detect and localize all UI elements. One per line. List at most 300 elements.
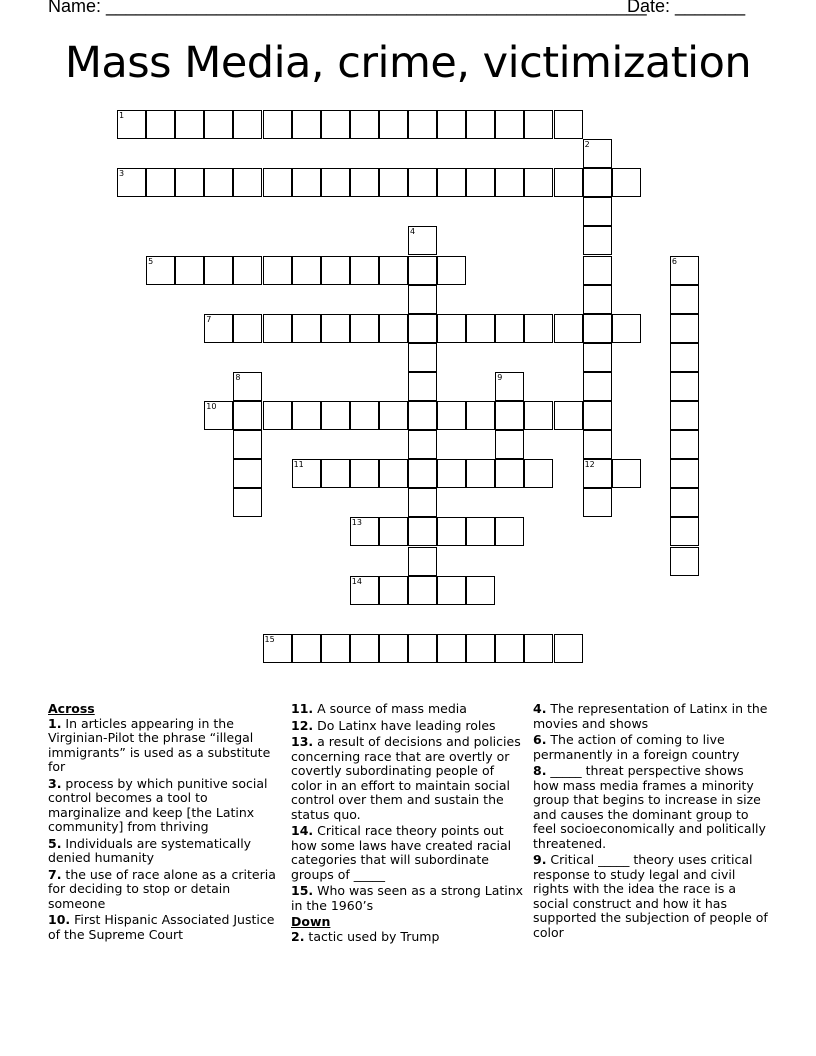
grid-cell-input[interactable] bbox=[380, 402, 407, 429]
grid-cell-input[interactable] bbox=[584, 315, 611, 342]
grid-cell-input[interactable] bbox=[409, 373, 436, 400]
grid-cell-input[interactable] bbox=[613, 315, 640, 342]
grid-cell[interactable] bbox=[350, 314, 379, 343]
grid-cell-input[interactable] bbox=[671, 431, 698, 458]
grid-cell[interactable] bbox=[233, 488, 262, 517]
grid-cell[interactable] bbox=[321, 314, 350, 343]
grid-cell-input[interactable] bbox=[671, 489, 698, 516]
grid-cell[interactable] bbox=[437, 314, 466, 343]
grid-cell[interactable] bbox=[583, 488, 612, 517]
clue-item-number: 15. bbox=[291, 883, 314, 898]
grid-cell-input[interactable] bbox=[438, 169, 465, 196]
grid-cell[interactable] bbox=[437, 517, 466, 546]
grid-cell-input[interactable] bbox=[234, 373, 261, 400]
grid-cell-input[interactable] bbox=[496, 402, 523, 429]
grid-cell-input[interactable] bbox=[584, 140, 611, 167]
grid-cell-input[interactable] bbox=[584, 169, 611, 196]
grid-cell-input[interactable] bbox=[467, 518, 494, 545]
grid-cell[interactable] bbox=[583, 197, 612, 226]
grid-cell[interactable] bbox=[350, 256, 379, 285]
grid-cell-input[interactable] bbox=[409, 635, 436, 662]
grid-cell-input[interactable] bbox=[176, 111, 203, 138]
grid-cell-input[interactable] bbox=[322, 460, 349, 487]
grid-cell[interactable] bbox=[408, 488, 437, 517]
grid-cell[interactable] bbox=[670, 547, 699, 576]
clue-item bbox=[533, 702, 768, 731]
grid-cell[interactable] bbox=[233, 372, 262, 401]
grid-cell[interactable] bbox=[583, 168, 612, 197]
grid-cell-input[interactable] bbox=[467, 402, 494, 429]
grid-cell[interactable] bbox=[524, 110, 553, 139]
grid-cell-input[interactable] bbox=[322, 111, 349, 138]
grid-cell-input[interactable] bbox=[380, 257, 407, 284]
grid-cell-input[interactable] bbox=[293, 169, 320, 196]
grid-cell-input[interactable] bbox=[438, 518, 465, 545]
grid-cell-input[interactable] bbox=[234, 257, 261, 284]
grid-cell[interactable] bbox=[292, 401, 321, 430]
grid-cell-input[interactable] bbox=[409, 431, 436, 458]
grid-cell[interactable] bbox=[379, 168, 408, 197]
grid-cell-input[interactable] bbox=[293, 402, 320, 429]
grid-cell-input[interactable] bbox=[525, 635, 552, 662]
grid-cell[interactable] bbox=[583, 139, 612, 168]
grid-cell-input[interactable] bbox=[525, 402, 552, 429]
grid-cell-input[interactable] bbox=[147, 169, 174, 196]
grid-cell[interactable] bbox=[583, 256, 612, 285]
grid-cell[interactable] bbox=[263, 314, 292, 343]
grid-cell[interactable] bbox=[670, 430, 699, 459]
grid-cell[interactable] bbox=[437, 401, 466, 430]
grid-cell[interactable] bbox=[495, 430, 524, 459]
grid-cell[interactable] bbox=[583, 401, 612, 430]
grid-cell-input[interactable] bbox=[438, 577, 465, 604]
grid-cell-input[interactable] bbox=[496, 518, 523, 545]
grid-cell[interactable] bbox=[292, 634, 321, 663]
grid-cell[interactable] bbox=[437, 110, 466, 139]
grid-cell-input[interactable] bbox=[496, 373, 523, 400]
grid-cell[interactable] bbox=[583, 314, 612, 343]
grid-cell[interactable] bbox=[292, 314, 321, 343]
grid-cell-input[interactable] bbox=[438, 111, 465, 138]
grid-cell-input[interactable] bbox=[555, 169, 582, 196]
grid-cell[interactable] bbox=[524, 459, 553, 488]
grid-cell[interactable] bbox=[175, 168, 204, 197]
grid-cell-input[interactable] bbox=[351, 460, 378, 487]
grid-cell[interactable] bbox=[379, 110, 408, 139]
grid-cell-input[interactable] bbox=[467, 577, 494, 604]
grid-cell[interactable] bbox=[437, 256, 466, 285]
grid-cell[interactable] bbox=[670, 343, 699, 372]
grid-cell-input[interactable] bbox=[467, 169, 494, 196]
grid-cell[interactable] bbox=[670, 314, 699, 343]
grid-cell[interactable] bbox=[408, 430, 437, 459]
grid-cell-input[interactable] bbox=[671, 373, 698, 400]
grid-cell[interactable] bbox=[554, 401, 583, 430]
grid-cell[interactable] bbox=[263, 110, 292, 139]
grid-cell-input[interactable] bbox=[584, 257, 611, 284]
grid-cell-input[interactable] bbox=[613, 169, 640, 196]
grid-cell-input[interactable] bbox=[409, 548, 436, 575]
grid-cell-input[interactable] bbox=[351, 577, 378, 604]
grid-cell[interactable] bbox=[379, 256, 408, 285]
grid-cell[interactable] bbox=[495, 168, 524, 197]
grid-cell[interactable] bbox=[466, 459, 495, 488]
grid-cell[interactable] bbox=[554, 110, 583, 139]
grid-cell[interactable] bbox=[408, 634, 437, 663]
grid-cell-input[interactable] bbox=[322, 315, 349, 342]
grid-cell-input[interactable] bbox=[671, 460, 698, 487]
grid-cell[interactable] bbox=[408, 459, 437, 488]
grid-cell[interactable] bbox=[583, 372, 612, 401]
grid-cell[interactable] bbox=[350, 168, 379, 197]
grid-cell[interactable] bbox=[204, 168, 233, 197]
grid-cell-input[interactable] bbox=[264, 111, 291, 138]
clue-item bbox=[291, 702, 526, 717]
grid-cell[interactable] bbox=[554, 168, 583, 197]
grid-cell[interactable] bbox=[495, 314, 524, 343]
grid-cell[interactable] bbox=[350, 517, 379, 546]
grid-cell-input[interactable] bbox=[322, 635, 349, 662]
clue-item-text: In articles appearing in the Virginian-Pilot the phrase “illegal immigrants” is used as a substitute for bbox=[48, 715, 271, 774]
clues-column-2 bbox=[291, 702, 526, 946]
grid-cell[interactable] bbox=[233, 430, 262, 459]
grid-cell-input[interactable] bbox=[409, 518, 436, 545]
grid-cell-input[interactable] bbox=[496, 431, 523, 458]
grid-cell[interactable] bbox=[437, 576, 466, 605]
clue-item bbox=[48, 868, 283, 912]
grid-cell-input[interactable] bbox=[467, 460, 494, 487]
grid-cell-input[interactable] bbox=[234, 431, 261, 458]
grid-cell[interactable] bbox=[117, 110, 146, 139]
grid-cell-input[interactable] bbox=[380, 518, 407, 545]
grid-cell-input[interactable] bbox=[118, 111, 145, 138]
grid-cell-input[interactable] bbox=[409, 257, 436, 284]
clue-number: 13 bbox=[351, 518, 362, 528]
grid-cell[interactable] bbox=[321, 459, 350, 488]
grid-cell-input[interactable] bbox=[409, 460, 436, 487]
grid-cell[interactable] bbox=[408, 372, 437, 401]
grid-cell[interactable] bbox=[321, 168, 350, 197]
grid-cell-input[interactable] bbox=[409, 227, 436, 254]
grid-cell-input[interactable] bbox=[293, 635, 320, 662]
grid-cell[interactable] bbox=[466, 314, 495, 343]
grid-cell-input[interactable] bbox=[380, 635, 407, 662]
clue-item bbox=[291, 884, 526, 913]
grid-cell[interactable] bbox=[466, 576, 495, 605]
clue-item-number: 12. bbox=[291, 717, 314, 733]
grid-cell-input[interactable] bbox=[584, 344, 611, 371]
grid-cell[interactable] bbox=[466, 401, 495, 430]
grid-cell-input[interactable] bbox=[205, 111, 232, 138]
grid-cell-input[interactable] bbox=[322, 402, 349, 429]
grid-cell[interactable] bbox=[379, 576, 408, 605]
grid-cell-input[interactable] bbox=[234, 169, 261, 196]
grid-cell-input[interactable] bbox=[234, 460, 261, 487]
grid-cell[interactable] bbox=[321, 634, 350, 663]
grid-cell-input[interactable] bbox=[205, 169, 232, 196]
grid-cell-input[interactable] bbox=[555, 111, 582, 138]
grid-cell[interactable] bbox=[408, 401, 437, 430]
grid-cell-input[interactable] bbox=[205, 315, 232, 342]
grid-cell-input[interactable] bbox=[264, 635, 291, 662]
grid-cell-input[interactable] bbox=[671, 286, 698, 313]
grid-cell[interactable] bbox=[670, 459, 699, 488]
grid-cell-input[interactable] bbox=[671, 402, 698, 429]
grid-cell[interactable] bbox=[350, 401, 379, 430]
grid-cell-input[interactable] bbox=[525, 111, 552, 138]
grid-cell[interactable] bbox=[233, 459, 262, 488]
grid-cell-input[interactable] bbox=[467, 315, 494, 342]
grid-cell[interactable] bbox=[466, 168, 495, 197]
grid-cell[interactable] bbox=[292, 459, 321, 488]
grid-cell[interactable] bbox=[554, 314, 583, 343]
grid-cell-input[interactable] bbox=[322, 257, 349, 284]
grid-cell[interactable] bbox=[292, 168, 321, 197]
grid-cell[interactable] bbox=[466, 634, 495, 663]
grid-cell-input[interactable] bbox=[584, 373, 611, 400]
grid-cell[interactable] bbox=[670, 372, 699, 401]
grid-cell-input[interactable] bbox=[409, 344, 436, 371]
grid-cell-input[interactable] bbox=[351, 169, 378, 196]
grid-cell[interactable] bbox=[233, 256, 262, 285]
grid-cell[interactable] bbox=[670, 488, 699, 517]
grid-cell-input[interactable] bbox=[147, 257, 174, 284]
grid-cell[interactable] bbox=[350, 634, 379, 663]
grid-cell[interactable] bbox=[233, 110, 262, 139]
grid-cell-input[interactable] bbox=[525, 169, 552, 196]
grid-cell[interactable] bbox=[670, 401, 699, 430]
grid-cell[interactable] bbox=[292, 110, 321, 139]
grid-cell[interactable] bbox=[117, 168, 146, 197]
grid-cell-input[interactable] bbox=[671, 315, 698, 342]
grid-cell[interactable] bbox=[437, 459, 466, 488]
grid-cell-input[interactable] bbox=[409, 286, 436, 313]
grid-cell-input[interactable] bbox=[351, 257, 378, 284]
grid-cell-input[interactable] bbox=[351, 402, 378, 429]
grid-cell-input[interactable] bbox=[525, 315, 552, 342]
grid-cell-input[interactable] bbox=[438, 315, 465, 342]
grid-cell-input[interactable] bbox=[380, 111, 407, 138]
grid-cell[interactable] bbox=[408, 547, 437, 576]
grid-cell-input[interactable] bbox=[351, 315, 378, 342]
grid-cell[interactable] bbox=[321, 256, 350, 285]
grid-cell-input[interactable] bbox=[176, 169, 203, 196]
clue-item bbox=[291, 719, 526, 734]
grid-cell-input[interactable] bbox=[264, 169, 291, 196]
grid-cell[interactable] bbox=[670, 285, 699, 314]
grid-cell[interactable] bbox=[612, 459, 641, 488]
grid-cell-input[interactable] bbox=[205, 402, 232, 429]
grid-cell-input[interactable] bbox=[671, 518, 698, 545]
grid-cell-input[interactable] bbox=[118, 169, 145, 196]
grid-cell[interactable] bbox=[233, 401, 262, 430]
grid-cell-input[interactable] bbox=[584, 431, 611, 458]
grid-cell[interactable] bbox=[408, 343, 437, 372]
grid-cell[interactable] bbox=[204, 314, 233, 343]
grid-cell-input[interactable] bbox=[525, 460, 552, 487]
grid-cell-input[interactable] bbox=[438, 460, 465, 487]
grid-cell[interactable] bbox=[146, 168, 175, 197]
grid-cell[interactable] bbox=[524, 401, 553, 430]
grid-cell[interactable] bbox=[466, 517, 495, 546]
grid-cell-input[interactable] bbox=[293, 460, 320, 487]
grid-cell[interactable] bbox=[524, 314, 553, 343]
grid-cell-input[interactable] bbox=[409, 315, 436, 342]
grid-cell[interactable] bbox=[612, 168, 641, 197]
grid-cell[interactable] bbox=[583, 430, 612, 459]
clue-item-text: _____ threat perspective shows how mass media frames a minority group that begins to increase in size and causes the dominant group to feel socioeconomically and politically threatened. bbox=[533, 763, 766, 851]
grid-cell[interactable] bbox=[524, 634, 553, 663]
grid-cell[interactable] bbox=[233, 168, 262, 197]
grid-cell-input[interactable] bbox=[555, 402, 582, 429]
grid-cell-input[interactable] bbox=[264, 402, 291, 429]
grid-cell-input[interactable] bbox=[234, 111, 261, 138]
grid-cell[interactable] bbox=[175, 110, 204, 139]
grid-cell[interactable] bbox=[408, 314, 437, 343]
grid-cell[interactable] bbox=[379, 517, 408, 546]
grid-cell-input[interactable] bbox=[555, 635, 582, 662]
grid-cell[interactable] bbox=[263, 634, 292, 663]
grid-cell-input[interactable] bbox=[438, 635, 465, 662]
clue-item-text: Individuals are systematically denied humanity bbox=[48, 835, 252, 865]
grid-cell-input[interactable] bbox=[293, 257, 320, 284]
grid-cell-input[interactable] bbox=[234, 402, 261, 429]
grid-cell-input[interactable] bbox=[584, 460, 611, 487]
grid-cell[interactable] bbox=[670, 256, 699, 285]
grid-cell-input[interactable] bbox=[409, 577, 436, 604]
grid-cell-input[interactable] bbox=[555, 315, 582, 342]
clue-item-number: 13. bbox=[291, 734, 314, 749]
grid-cell-input[interactable] bbox=[496, 315, 523, 342]
grid-cell-input[interactable] bbox=[671, 257, 698, 284]
grid-cell[interactable] bbox=[495, 372, 524, 401]
grid-cell-input[interactable] bbox=[293, 315, 320, 342]
grid-cell-input[interactable] bbox=[438, 402, 465, 429]
grid-cell-input[interactable] bbox=[496, 111, 523, 138]
clue-item-number: 6. bbox=[533, 732, 547, 747]
grid-cell[interactable] bbox=[350, 576, 379, 605]
grid-cell[interactable] bbox=[583, 285, 612, 314]
grid-cell[interactable] bbox=[204, 401, 233, 430]
grid-cell[interactable] bbox=[321, 110, 350, 139]
grid-cell[interactable] bbox=[321, 401, 350, 430]
grid-cell-input[interactable] bbox=[380, 315, 407, 342]
grid-cell-input[interactable] bbox=[351, 518, 378, 545]
grid-cell[interactable] bbox=[350, 110, 379, 139]
grid-cell-input[interactable] bbox=[380, 169, 407, 196]
grid-cell[interactable] bbox=[495, 110, 524, 139]
grid-cell-input[interactable] bbox=[584, 286, 611, 313]
grid-cell[interactable] bbox=[263, 256, 292, 285]
grid-cell-input[interactable] bbox=[496, 460, 523, 487]
grid-cell-input[interactable] bbox=[584, 227, 611, 254]
grid-cell[interactable] bbox=[670, 517, 699, 546]
grid-cell-input[interactable] bbox=[409, 402, 436, 429]
clue-item-text: Critical race theory points out how some laws have created racial categories that will subordinate groups of _____ bbox=[291, 823, 512, 882]
grid-cell[interactable] bbox=[495, 634, 524, 663]
grid-cell[interactable] bbox=[292, 256, 321, 285]
grid-cell-input[interactable] bbox=[147, 111, 174, 138]
grid-cell-input[interactable] bbox=[671, 548, 698, 575]
grid-cell-input[interactable] bbox=[293, 111, 320, 138]
grid-cell[interactable] bbox=[379, 459, 408, 488]
grid-cell-input[interactable] bbox=[584, 489, 611, 516]
grid-cell[interactable] bbox=[379, 401, 408, 430]
grid-cell-input[interactable] bbox=[380, 577, 407, 604]
grid-cell-input[interactable] bbox=[409, 489, 436, 516]
grid-cell-input[interactable] bbox=[205, 257, 232, 284]
grid-cell[interactable] bbox=[437, 634, 466, 663]
grid-cell[interactable] bbox=[495, 517, 524, 546]
grid-cell-input[interactable] bbox=[467, 635, 494, 662]
grid-cell[interactable] bbox=[437, 168, 466, 197]
grid-cell-input[interactable] bbox=[496, 169, 523, 196]
grid-cell[interactable] bbox=[408, 110, 437, 139]
grid-cell[interactable] bbox=[583, 343, 612, 372]
grid-cell-input[interactable] bbox=[613, 460, 640, 487]
grid-cell-input[interactable] bbox=[671, 344, 698, 371]
grid-cell[interactable] bbox=[408, 226, 437, 255]
grid-cell[interactable] bbox=[204, 110, 233, 139]
grid-cell[interactable] bbox=[379, 314, 408, 343]
grid-cell[interactable] bbox=[350, 459, 379, 488]
grid-cell[interactable] bbox=[204, 256, 233, 285]
page-title: Mass Media, crime, victimization bbox=[64, 38, 752, 88]
grid-cell[interactable] bbox=[408, 256, 437, 285]
grid-cell[interactable] bbox=[379, 634, 408, 663]
grid-cell-input[interactable] bbox=[496, 635, 523, 662]
grid-cell[interactable] bbox=[583, 459, 612, 488]
grid-cell[interactable] bbox=[554, 634, 583, 663]
grid-cell-input[interactable] bbox=[234, 489, 261, 516]
grid-cell[interactable] bbox=[175, 256, 204, 285]
grid-cell[interactable] bbox=[408, 517, 437, 546]
grid-cell-input[interactable] bbox=[234, 315, 261, 342]
grid-cell-input[interactable] bbox=[409, 169, 436, 196]
name-field-label: Name: ______________________________________________________ bbox=[48, 0, 647, 16]
grid-cell-input[interactable] bbox=[467, 111, 494, 138]
grid-cell-input[interactable] bbox=[409, 111, 436, 138]
grid-cell[interactable] bbox=[408, 168, 437, 197]
grid-cell-input[interactable] bbox=[176, 257, 203, 284]
grid-cell-input[interactable] bbox=[584, 402, 611, 429]
grid-cell-input[interactable] bbox=[264, 257, 291, 284]
grid-cell[interactable] bbox=[524, 168, 553, 197]
grid-cell-input[interactable] bbox=[438, 257, 465, 284]
grid-cell[interactable] bbox=[612, 314, 641, 343]
grid-cell-input[interactable] bbox=[351, 635, 378, 662]
grid-cell[interactable] bbox=[408, 576, 437, 605]
grid-cell[interactable] bbox=[495, 459, 524, 488]
grid-cell[interactable] bbox=[466, 110, 495, 139]
grid-cell[interactable] bbox=[263, 168, 292, 197]
grid-cell-input[interactable] bbox=[322, 169, 349, 196]
grid-cell[interactable] bbox=[146, 110, 175, 139]
grid-cell-input[interactable] bbox=[264, 315, 291, 342]
grid-cell[interactable] bbox=[408, 285, 437, 314]
grid-cell[interactable] bbox=[495, 401, 524, 430]
grid-cell[interactable] bbox=[583, 226, 612, 255]
clue-number: 12 bbox=[584, 460, 595, 470]
grid-cell-input[interactable] bbox=[584, 198, 611, 225]
grid-cell-input[interactable] bbox=[351, 111, 378, 138]
grid-cell-input[interactable] bbox=[380, 460, 407, 487]
grid-cell[interactable] bbox=[233, 314, 262, 343]
grid-cell[interactable] bbox=[146, 256, 175, 285]
clue-item-number: 2. bbox=[291, 928, 305, 944]
clue-item bbox=[291, 930, 526, 945]
grid-cell[interactable] bbox=[263, 401, 292, 430]
